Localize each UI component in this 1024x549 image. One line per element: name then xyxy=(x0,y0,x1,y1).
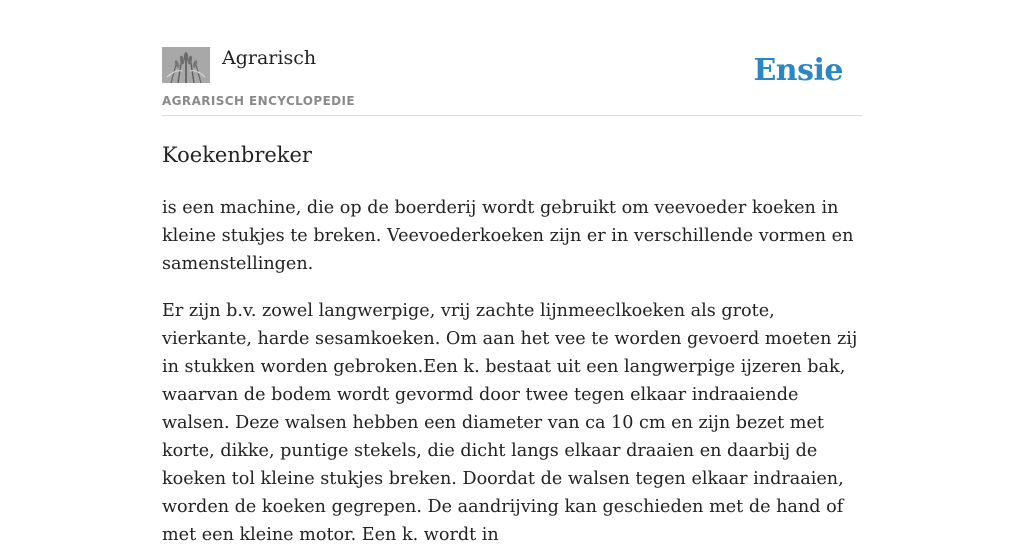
article-paragraph-1: is een machine, die op de boerderij wordt gebruikt om veevoeder koeken in kleine stukjes te breken. Veevoederkoeken zijn er in verschillende vormen en samenstellingen. xyxy=(162,198,854,274)
brand-logo[interactable]: Ensie xyxy=(753,53,843,88)
book-subtitle: AGRARISCH ENCYCLOPEDIE xyxy=(162,94,355,108)
article xyxy=(162,140,862,549)
book-name-link[interactable]: Agrarisch xyxy=(222,47,317,69)
header xyxy=(162,46,862,116)
article-paragraph-2: Er zijn b.v. zowel langwerpige, vrij zachte lijnmeeclkoeken als grote, vierkante, harde sesamkoeken. Om aan het vee te worden gevoerd moeten zij in stukken worden gebroken.Een k. bestaat uit een langwerpige ijzeren bak, waarvan de bodem wordt gevormd door twee tegen elkaar indraaiende walsen. Deze walsen hebben een diameter van ca 10 cm en zijn bezet met korte, dikke, puntige stekels, die dicht langs elkaar draaien en daarbij de koeken tol kleine stukjes breken. Doordat de walsen tegen elkaar indraaien, worden de koeken gegrepen. De aandrijving kan geschieden met de hand of met een kleine motor. Een k. wordt in xyxy=(162,301,858,545)
wheat-icon[interactable] xyxy=(162,47,210,83)
article-title: Koekenbreker xyxy=(162,143,312,167)
